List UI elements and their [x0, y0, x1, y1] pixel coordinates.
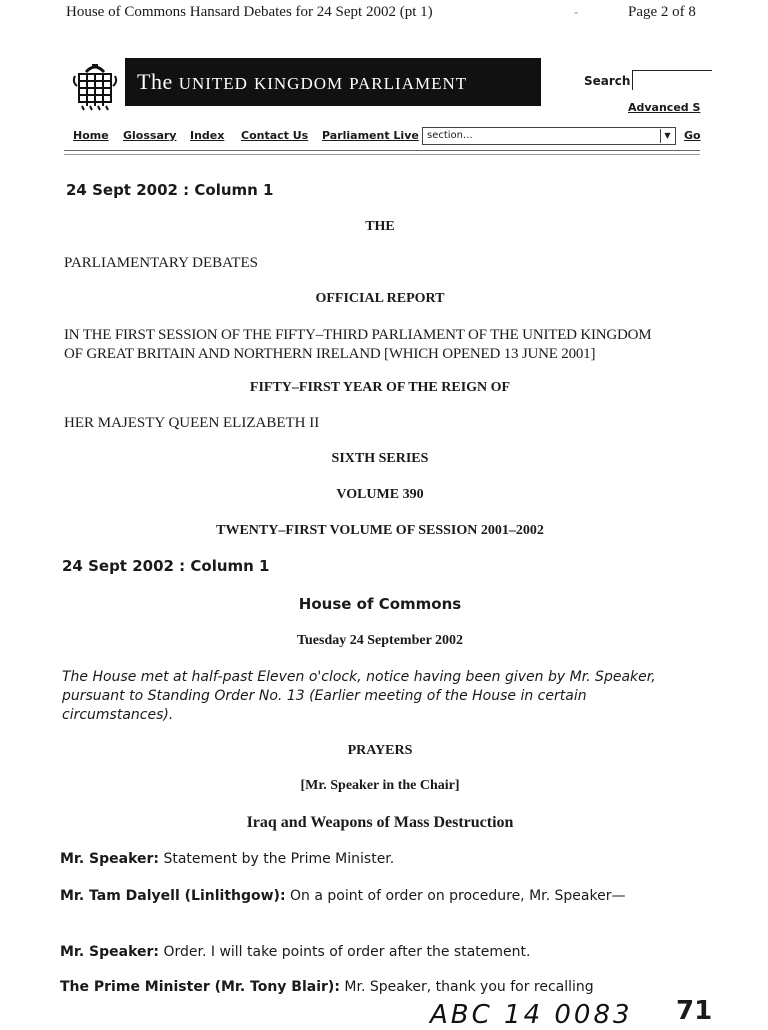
speaker-name: Mr. Tam Dalyell (Linlithgow): [60, 888, 286, 904]
speaker-name: Mr. Speaker: [60, 851, 160, 867]
session-line-2: OF GREAT BRITAIN AND NORTHERN IRELAND [WHICH OPENED 13 JUNE 2001] [64, 346, 596, 362]
reign-heading: FIFTY–FIRST YEAR OF THE REIGN OF [249, 380, 511, 395]
speaker-name: Mr. Speaker: [60, 944, 160, 960]
the-heading: THE [365, 219, 395, 234]
banner-kingdom: KINGDOM [253, 74, 344, 93]
go-button[interactable]: Go [684, 129, 701, 142]
handwritten-page-number: 71 [676, 996, 713, 1026]
search-label: Search [584, 74, 631, 88]
banner-united: UNITED [178, 74, 248, 93]
banner-parliament: PARLIAMENT [349, 74, 468, 93]
handwritten-reference: ABC 14 0083 [430, 1000, 633, 1030]
speech-4 [60, 978, 700, 997]
nav-glossary[interactable]: Glossary [123, 129, 177, 142]
speech-text: On a point of order on procedure, Mr. Speaker— [285, 888, 626, 904]
speech-3 [60, 943, 700, 962]
nav-home[interactable]: Home [73, 129, 109, 142]
chair-note: [Mr. Speaker in the Chair] [300, 778, 460, 793]
session-volume-heading: TWENTY–FIRST VOLUME OF SESSION 2001–2002 [216, 523, 544, 538]
header-divider [64, 150, 700, 151]
chevron-down-icon[interactable]: ▼ [660, 129, 674, 143]
scan-mark: - [574, 4, 579, 19]
nav-index[interactable]: Index [190, 129, 225, 142]
house-heading: House of Commons [298, 595, 462, 613]
speech-2 [60, 887, 700, 906]
header-divider-lower [64, 154, 700, 155]
column-heading: 24 Sept 2002 : Column 1 [66, 181, 274, 199]
meeting-note: The House met at half-past Eleven o'clock, notice having been given by Mr. Speaker, pursuant to Standing Order No. 13 (Earlier meeting of the House in certain circumstances). [62, 669, 656, 723]
sitting-date: Tuesday 24 September 2002 [296, 633, 464, 648]
print-header-page: Page 2 of 8 [628, 4, 696, 20]
print-header-title: House of Commons Hansard Debates for 24 Sept 2002 (pt 1) [66, 4, 433, 20]
parliamentary-debates: PARLIAMENTARY DEBATES [64, 255, 258, 271]
official-report: OFFICIAL REPORT [315, 291, 445, 306]
speech-text: Statement by the Prime Minister. [159, 851, 395, 867]
advanced-search-link[interactable]: Advanced S [628, 101, 701, 114]
series-heading: SIXTH SERIES [331, 451, 429, 466]
majesty-line: HER MAJESTY QUEEN ELIZABETH II [64, 415, 320, 431]
session-line-1: IN THE FIRST SESSION OF THE FIFTY–THIRD PARLIAMENT OF THE UNITED KINGDOM [64, 327, 652, 343]
speech-1 [60, 850, 700, 869]
nav-contact-us[interactable]: Contact Us [241, 129, 309, 142]
search-input[interactable] [632, 70, 712, 90]
site-banner[interactable] [125, 58, 541, 106]
speaker-name: The Prime Minister (Mr. Tony Blair): [60, 979, 340, 995]
column-heading-2: 24 Sept 2002 : Column 1 [62, 557, 270, 575]
nav-parliament-live[interactable]: Parliament Live [322, 129, 419, 142]
speech-text: Order. I will take points of order after the statement. [159, 944, 531, 960]
banner-the: The [137, 69, 173, 94]
speech-text: Mr. Speaker, thank you for recalling [339, 979, 594, 995]
section-select-value: section... [427, 130, 473, 141]
volume-heading: VOLUME 390 [336, 487, 424, 502]
debate-title: Iraq and Weapons of Mass Destruction [246, 814, 514, 831]
prayers-heading: PRAYERS [347, 743, 413, 758]
section-select[interactable] [422, 127, 676, 145]
portcullis-logo [72, 62, 118, 112]
